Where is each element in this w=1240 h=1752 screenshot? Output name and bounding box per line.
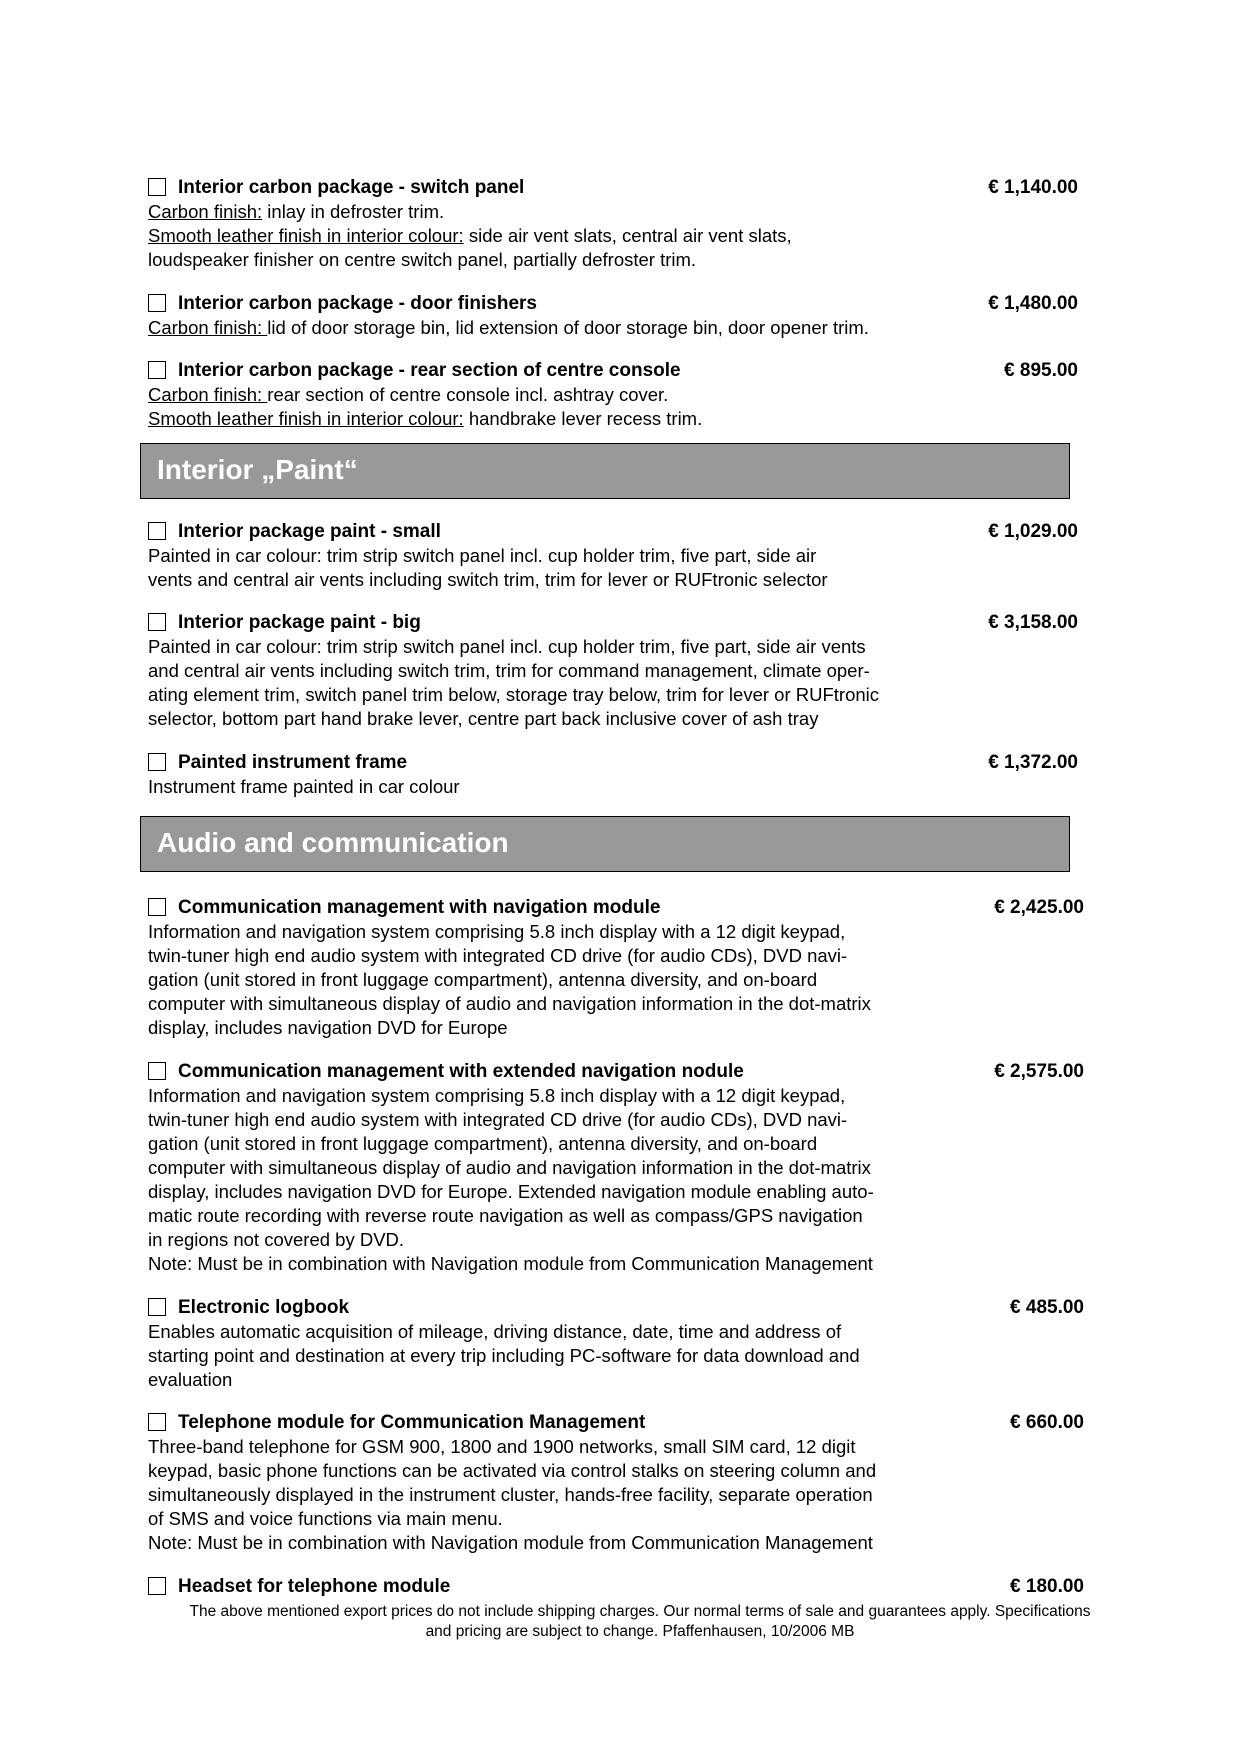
description-line: Carbon finish: lid of door storage bin, lid extension of door storage bin, door opener trim. [148, 317, 869, 338]
option-title: Communication management with extended navigation nodule [178, 1061, 744, 1082]
description-line: Note: Must be in combination with Navigation module from Communication Management [148, 1253, 873, 1274]
option-title: Telephone module for Communication Management [178, 1412, 646, 1433]
option-price: € 2,425.00 [994, 897, 1084, 918]
option-title: Painted instrument frame [178, 752, 408, 773]
option-price: € 180.00 [1010, 1576, 1084, 1597]
option-price: € 1,029.00 [988, 521, 1078, 542]
footer-line: and pricing are subject to change. Pfaffenhausen, 10/2006 MB [425, 1623, 855, 1640]
description-line: vents and central air vents including switch trim, trim for lever or RUFtronic selector [148, 569, 828, 590]
option-price: € 660.00 [1010, 1412, 1084, 1433]
option-price: € 2,575.00 [994, 1061, 1084, 1082]
option-description [148, 1084, 1084, 1276]
description-line: display, includes navigation DVD for Europe. Extended navigation module enabling auto- [148, 1181, 874, 1202]
section-header-interior-paint [140, 443, 1070, 499]
description-line: Painted in car colour: trim strip switch panel incl. cup holder trim, five part, side air vents [148, 636, 866, 657]
option-checkbox[interactable] [148, 361, 166, 379]
option-description [148, 544, 1078, 592]
option-checkbox[interactable] [148, 613, 166, 631]
option-price: € 1,480.00 [988, 293, 1078, 314]
option-title: Interior carbon package - switch panel [178, 177, 525, 198]
description-line: Information and navigation system comprising 5.8 inch display with a 12 digit keypad, [148, 921, 846, 942]
description-line: twin-tuner high end audio system with integrated CD drive (for audio CDs), DVD navi- [148, 945, 848, 966]
option-item [148, 1060, 1084, 1276]
option-description [148, 1435, 1084, 1555]
option-description [148, 316, 1078, 340]
option-price: € 895.00 [1004, 360, 1078, 381]
option-description [148, 635, 1078, 731]
description-line: of SMS and voice functions via main menu. [148, 1508, 503, 1529]
option-checkbox[interactable] [148, 294, 166, 312]
description-line: ating element trim, switch panel trim below, storage tray below, trim for lever or RUFtronic [148, 684, 880, 705]
option-checkbox[interactable] [148, 1577, 166, 1595]
description-line: Three-band telephone for GSM 900, 1800 and 1900 networks, small SIM card, 12 digit [148, 1436, 856, 1457]
option-description [148, 775, 1078, 799]
description-line: starting point and destination at every trip including PC-software for data download and [148, 1345, 860, 1366]
description-line: computer with simultaneous display of audio and navigation information in the dot-matrix [148, 993, 871, 1014]
description-line: keypad, basic phone functions can be activated via control stalks on steering column and [148, 1460, 877, 1481]
option-title: Interior carbon package - door finishers [178, 293, 537, 314]
description-line: Information and navigation system comprising 5.8 inch display with a 12 digit keypad, [148, 1085, 846, 1106]
option-item [148, 1575, 1084, 1599]
option-checkbox[interactable] [148, 178, 166, 196]
option-item [148, 176, 1078, 272]
description-line: computer with simultaneous display of audio and navigation information in the dot-matrix [148, 1157, 871, 1178]
description-line: matic route recording with reverse route navigation as well as compass/GPS navigation [148, 1205, 863, 1226]
option-item [148, 359, 1078, 431]
option-item [148, 292, 1078, 340]
description-line: display, includes navigation DVD for Europe [148, 1017, 508, 1038]
option-description [148, 383, 1078, 431]
option-description [148, 1320, 1084, 1392]
option-checkbox[interactable] [148, 1062, 166, 1080]
option-checkbox[interactable] [148, 1298, 166, 1316]
option-item [148, 1296, 1084, 1392]
description-line: gation (unit stored in front luggage compartment), antenna diversity, and on-board [148, 969, 818, 990]
description-line: in regions not covered by DVD. [148, 1229, 405, 1250]
option-item [148, 896, 1084, 1040]
option-description [148, 200, 1078, 272]
option-checkbox[interactable] [148, 753, 166, 771]
description-line: Smooth leather finish in interior colour: handbrake lever recess trim. [148, 408, 703, 429]
option-description [148, 920, 1084, 1040]
description-line: Instrument frame painted in car colour [148, 776, 460, 797]
description-line: loudspeaker finisher on centre switch panel, partially defroster trim. [148, 249, 697, 270]
option-item [148, 611, 1078, 731]
option-title: Interior carbon package - rear section of centre console [178, 360, 681, 381]
section-title: Audio and communication [157, 827, 509, 858]
option-price: € 1,140.00 [988, 177, 1078, 198]
section-title: Interior „Paint“ [157, 454, 358, 485]
option-title: Electronic logbook [178, 1297, 350, 1318]
description-line: simultaneously displayed in the instrument cluster, hands-free facility, separate operation [148, 1484, 873, 1505]
description-line: Carbon finish: inlay in defroster trim. [148, 201, 445, 222]
description-line: and central air vents including switch trim, trim for command management, climate oper- [148, 660, 870, 681]
footer-line: The above mentioned export prices do not include shipping charges. Our normal terms of sale and guarantees apply. Specifications [189, 1603, 1091, 1620]
option-title: Headset for telephone module [178, 1576, 451, 1597]
option-price: € 485.00 [1010, 1297, 1084, 1318]
footer-disclaimer [140, 1602, 1140, 1642]
option-title: Communication management with navigation module [178, 897, 661, 918]
option-item [148, 751, 1078, 799]
description-line: Carbon finish: rear section of centre console incl. ashtray cover. [148, 384, 669, 405]
description-line: evaluation [148, 1369, 233, 1390]
option-item [148, 520, 1078, 592]
section-header-audio-communication [140, 816, 1070, 872]
option-checkbox[interactable] [148, 522, 166, 540]
description-line: gation (unit stored in front luggage compartment), antenna diversity, and on-board [148, 1133, 818, 1154]
description-line: twin-tuner high end audio system with integrated CD drive (for audio CDs), DVD navi- [148, 1109, 848, 1130]
option-price: € 1,372.00 [988, 752, 1078, 773]
option-title: Interior package paint - big [178, 612, 421, 633]
option-checkbox[interactable] [148, 898, 166, 916]
option-item [148, 1411, 1084, 1555]
option-title: Interior package paint - small [178, 521, 441, 542]
description-line: Painted in car colour: trim strip switch panel incl. cup holder trim, five part, side air [148, 545, 817, 566]
option-price: € 3,158.00 [988, 612, 1078, 633]
description-line: Note: Must be in combination with Navigation module from Communication Management [148, 1532, 873, 1553]
description-line: Enables automatic acquisition of mileage, driving distance, date, time and address of [148, 1321, 842, 1342]
option-checkbox[interactable] [148, 1413, 166, 1431]
description-line: Smooth leather finish in interior colour: side air vent slats, central air vent slats, [148, 225, 792, 246]
description-line: selector, bottom part hand brake lever, centre part back inclusive cover of ash tray [148, 708, 819, 729]
